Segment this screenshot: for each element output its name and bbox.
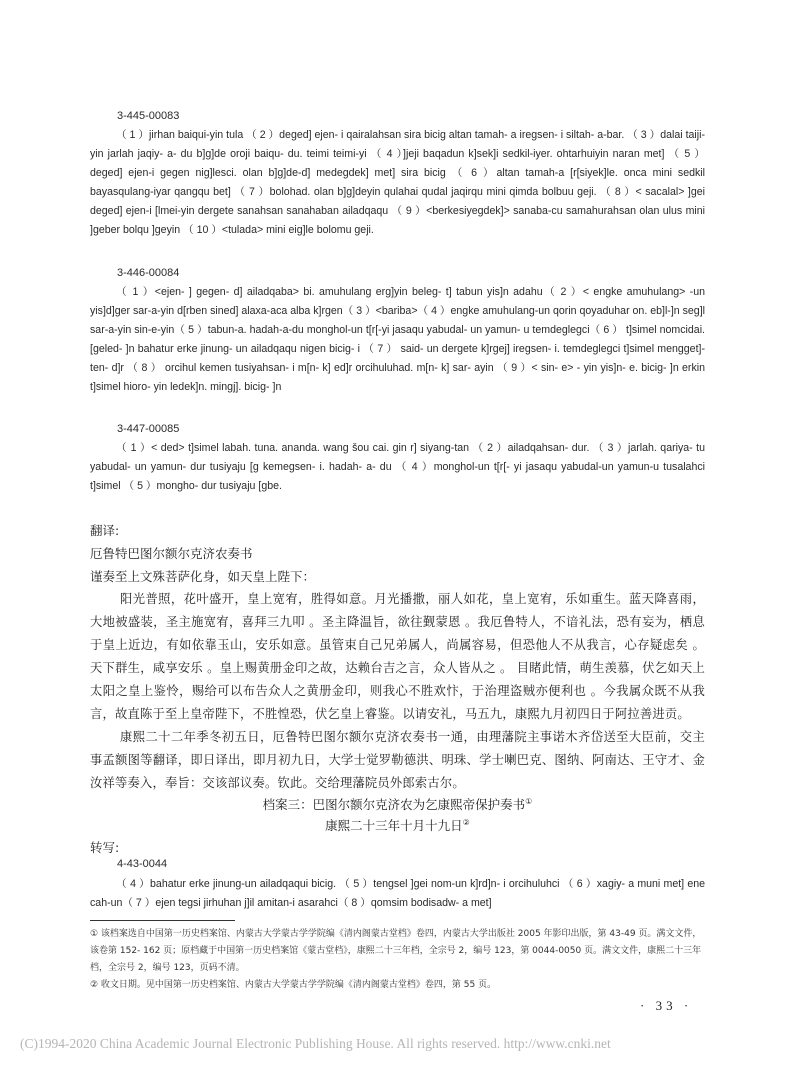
record-paragraph-3: （ 1 ）< ded> t]simel labah. tuna. ananda. wang šou cai. gin r] siyang-tan （ 2 ）ailadqahsan- dur. （ 3 ）jarlah. qariya- tu yabudal- un yamun- dur tusiyaju [g kemegsen- i. hadah- a- du （ 4 ）monghol-un t[r[- yi jasaqu yabudal-un yamun-u tusalahci t]simel （ 5 ）mongho- dur tusiyaju [gbe. <box>90 442 705 493</box>
record-code-2: 3-446-00084 <box>117 267 180 279</box>
record-code-3: 3-447-00085 <box>117 423 180 435</box>
archive3-title-text: 档案三：巴图尔额尔克济农为乞康熙帝保护奏书 <box>262 797 526 812</box>
footnote-2: ② 收文日期。见中国第一历史档案馆、内蒙古大学蒙古学学院编《清内阁蒙古堂档》卷四，第 55 页。 <box>90 980 497 990</box>
copyright-watermark: (C)1994-2020 China Academic Journal Electronic Publishing House. All rights reserved. http://www.cnki.net <box>20 1036 611 1051</box>
record-text-1 <box>90 126 705 241</box>
translation-salutation: 谨奏至上文殊菩萨化身，如天皇上陛下： <box>90 569 316 584</box>
translation-title: 厄鲁特巴图尔额尔克济农奏书 <box>90 546 253 561</box>
record-paragraph-2: （ 1 ）<ejen- ] gegen- d] ailadqaba> bi. amuhulang erg]yin beleg- t] tabun yis]n adahu（ 2 ）< engke amuhulang> -un yis]d]ger sar-a-yin d[rben sined] alaxa-aca alba k]rgen（ 3 ）<bariba>（ 4 ）engke amuhulang-un qorin qoyaduhar on. eb]l-]n seg]l sar-a-yin sin-e-yin（ 5 ）tabun-a. hadah-a-du monghol-un t[r[-yi jasaqu yabudal- un yamun- u temdeglegci（ 6 ） t]simel nomcidai. [geled- ]n bahatur erke jinung- un ailadqaqu nigen bicig- i （ 7 ） said- un dergete k]rgej] iregsen- i. temdeglegci t]simel mengget]- ten- d]r （ 8 ） orcihul kemen tusiyahsan- i m[n- k] ed]r orcihuluhad. m[n- k] sar- ayin （ 9 ）< sin- e> - yin yis]n- e. bicig- ]n erkin t]simel hioro- yin ledek]n. mingj]. bicig- ]n <box>90 286 705 394</box>
archive3-title <box>90 795 705 813</box>
record-code-1: 3-445-00083 <box>117 110 180 122</box>
footnotes <box>90 926 710 994</box>
page-number: · 33 · <box>640 998 693 1013</box>
record-text-3 <box>90 439 705 496</box>
footnote-1: ① 该档案选自中国第一历史档案馆、内蒙古大学蒙古学学院编《清内阁蒙古堂档》卷四，内蒙古大学出版社 2005 年影印出版，第 43-49 页。满文文件，该卷第 152- 162 页；原档藏于中国第一历史档案馆《蒙古堂档》，康熙二十三年档，全宗号 2，编号 123，第 0044-0050 页。满文文件，康熙二十三年档，全宗号 2，编号 123，页码不清。 <box>90 929 702 973</box>
record-text-2 <box>90 283 705 398</box>
record-paragraph-4: （ 4 ）bahatur erke jinung-un ailadqaqui bicig. （ 5 ）tengsel ]gei nom-un k]rd]n- i orcihuluhci （ 6 ）xagiy- a muni met] ene cah-un（ 7 ）ejen tegsi jirhuhan j]il amitan-i asarahci（ 8 ）qomsim bodisadw- a met] <box>90 878 705 910</box>
record-paragraph-1: （ 1 ）jirhan baiqui-yin tula （ 2 ）deged] ejen- i qairalahsan sira bicig altan tamah- a iregsen- i siltah- a-bar. （ 3 ）dalai taiji-yin jarlah jaqiy- a- du b]g]de oroji baiqu- du. teimi teimi-yi （ 4 ）]jeji baqadun k]sek]i sedkil-iyer. ohtarhuiyin naran met] （ 5 ）deged] ejen-i gegen nig]lesci. olan b]g]de-d] medegdek] met] sira bicig （ 6 ）altan tamah-a [r[siyek]le. onca mini sedkil bayasqulang-iyar qangqu bet] （ 7 ）bolohad. olan b]g]deyin qulahai qudal jaqirqu mini qimda bolbuu geji. （ 8 ）< sacalal> ]gei deged] ejen-i [lmei-yin dergete sanahsan sanahaban ailadqaqu （ 9 ）<berkesiyegdek]> sanaba-cu samahurahsan olan ulus mini ]geber bolqu ]geyin （ 10 ）<tulada> mini eig]le bolomu geji. <box>90 129 705 237</box>
record-code-4: 4-43-0044 <box>117 858 168 870</box>
footnote-ref-2: ② <box>462 817 470 827</box>
translation-label: 翻译: <box>90 523 120 538</box>
translation-paragraph-2: 康熙二十二年季冬初五日，厄鲁特巴图尔额尔克济农奏书一通，由理藩院主事诺木齐岱送至大臣前，交主事孟额图等翻译，即日译出，即月初九日，大学士觉罗勒德洪、明珠、学士喇巴克、图纳、阿南达、王守才、金汝祥等奏入，奉旨：交该部议奏。钦此。交给理藩院员外郎索古尔。 <box>90 730 705 790</box>
footnote-divider <box>90 920 235 921</box>
translation-paragraph-1: 阳光普照，花叶盛开，皇上宽宥，胜得如意。月光播撒，丽人如花，皇上宽宥，乐如重生。蓝天降喜雨，大地被盛装，圣主施宽宥，喜拜三九叩 。圣主降温旨，欲往觐蒙恩 。我厄鲁特人，不谙礼法，恐有妄为，栖息于皇上近边，有如依靠玉山，安乐如意。虽管束自己兄弟属人，尚属容易，但恐他人不从我言，心存疑虑矣 。天下群生，咸享安乐 。皇上赐黄册金印之故，达赖台吉之言，众人皆从之 。 目睹此情，萌生羡慕，伏乞如天上太阳之皇上鉴怜，赐给可以布告众人之黄册金印，则我心不胜欢忭，于治理盗贼亦便利也 。今我属众既不从我言，故直陈于至上皇帝陛下，不胜惶恐，伏乞皇上睿鉴。以请安礼，马五九，康熙九月初四日于阿拉善进贡。 <box>90 592 705 721</box>
translation-body <box>90 588 705 795</box>
archive3-date <box>90 816 705 834</box>
transcription-label: 转写: <box>90 840 120 855</box>
record-text-4 <box>90 875 705 913</box>
archive3-date-text: 康熙二十三年十月十九日 <box>325 818 463 833</box>
footnote-ref-1: ① <box>525 796 533 806</box>
